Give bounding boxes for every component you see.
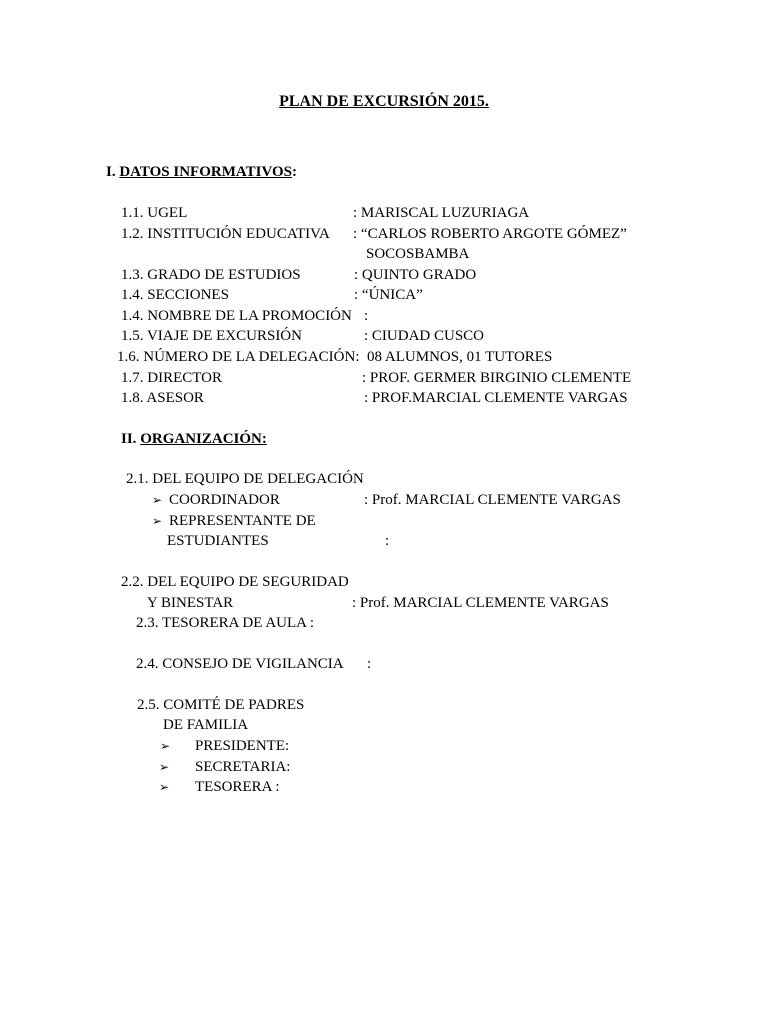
row-value: SOCOSBAMBA [366, 246, 470, 262]
row-label: 1.7. DIRECTOR [121, 370, 222, 386]
subsection-2-1-label: 2.1. DEL EQUIPO DE DELEGACIÓN [126, 471, 364, 487]
row-value: : “CARLOS ROBERTO ARGOTE GÓMEZ” [353, 226, 627, 242]
list-item-value: : [385, 533, 390, 549]
document-title: PLAN DE EXCURSIÓN 2015. [279, 93, 489, 110]
section-1-title: DATOS INFORMATIVOS [119, 164, 292, 180]
section-1-number: I. [106, 164, 120, 180]
row-label: 1.3. GRADO DE ESTUDIOS [121, 267, 301, 283]
committee-role: PRESIDENTE: [195, 738, 290, 754]
subsection-2-4-value: : [367, 656, 372, 672]
arrowhead-bullet-icon: ➢ [159, 760, 170, 774]
subsection-2-2-label: 2.2. DEL EQUIPO DE SEGURIDAD [121, 574, 349, 590]
row-label: 1.6. NÚMERO DE LA DELEGACIÓN: [117, 349, 360, 365]
list-item-label: ESTUDIANTES [167, 533, 269, 549]
row-label: 1.2. INSTITUCIÓN EDUCATIVA [121, 226, 330, 242]
arrowhead-bullet-icon: ➢ [152, 493, 163, 507]
row-value: : “ÚNICA” [354, 287, 423, 303]
subsection-2-2-value: : Prof. MARCIAL CLEMENTE VARGAS [352, 595, 609, 611]
subsection-2-3-label: 2.3. TESORERA DE AULA : [136, 615, 315, 631]
row-label: 1.4. NOMBRE DE LA PROMOCIÓN [121, 308, 352, 324]
list-item-label: COORDINADOR [169, 492, 280, 508]
subsection-2-5-label-continued: DE FAMILIA [163, 717, 249, 733]
arrowhead-bullet-icon: ➢ [159, 780, 170, 794]
row-value: : [364, 308, 369, 324]
row-value: : PROF.MARCIAL CLEMENTE VARGAS [364, 390, 628, 406]
section-2-title: ORGANIZACIÓN: [140, 431, 267, 447]
section-2-heading [121, 430, 267, 448]
committee-role: SECRETARIA: [195, 759, 291, 775]
subsection-2-5-label: 2.5. COMITÉ DE PADRES [137, 697, 305, 713]
section-2-number: II. [121, 431, 141, 447]
row-label: 1.1. UGEL [121, 205, 188, 221]
row-label: 1.8. ASESOR [121, 390, 204, 406]
section-1-colon: : [291, 164, 297, 180]
row-label: 1.5. VIAJE DE EXCURSIÓN [121, 328, 302, 344]
row-label: 1.4. SECCIONES [121, 287, 229, 303]
list-item-label: REPRESENTANTE DE [169, 513, 316, 529]
arrowhead-bullet-icon: ➢ [160, 739, 171, 753]
subsection-2-2-label-continued: Y BINESTAR [147, 595, 234, 611]
row-value: 08 ALUMNOS, 01 TUTORES [367, 349, 553, 365]
row-value: : PROF. GERMER BIRGINIO CLEMENTE [362, 370, 632, 386]
row-value: : QUINTO GRADO [354, 267, 477, 283]
section-1-heading [106, 163, 297, 181]
row-value: : MARISCAL LUZURIAGA [353, 205, 530, 221]
committee-role: TESORERA : [195, 779, 280, 795]
subsection-2-4-label: 2.4. CONSEJO DE VIGILANCIA [136, 656, 344, 672]
arrowhead-bullet-icon: ➢ [152, 514, 163, 528]
list-item-value: : Prof. MARCIAL CLEMENTE VARGAS [364, 492, 621, 508]
row-value: : CIUDAD CUSCO [364, 328, 485, 344]
